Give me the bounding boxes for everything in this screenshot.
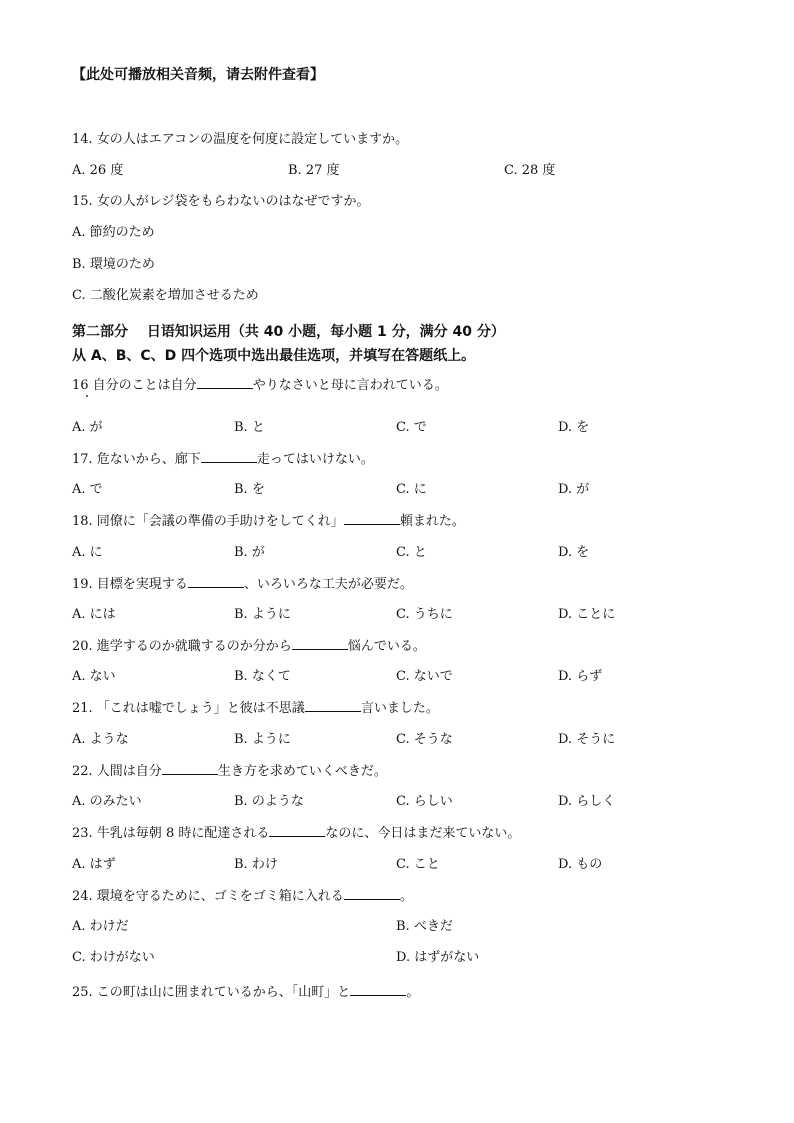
q16-option-a[interactable]: A. が	[72, 420, 103, 435]
question-17-stem: 17. 危ないから、廊下 走ってはいけない。	[72, 452, 374, 467]
q20-option-c[interactable]: C. ないで	[396, 669, 453, 684]
q19-option-a[interactable]: A. には	[72, 607, 116, 622]
question-14-stem: 14. 女の人はエアコンの温度を何度に設定していますか。	[72, 132, 409, 147]
q20-option-d[interactable]: D. らず	[558, 669, 603, 684]
q18-option-b[interactable]: B. が	[234, 545, 265, 560]
q23-option-d[interactable]: D. もの	[558, 857, 603, 872]
q21-option-d[interactable]: D. そうに	[558, 732, 616, 747]
q17-option-d[interactable]: D. が	[558, 482, 590, 497]
q16-option-d[interactable]: D. を	[558, 420, 590, 435]
q24-option-c[interactable]: C. わけがない	[72, 950, 155, 965]
question-23-stem: 23. 牛乳は毎朝 8 時に配達される なのに、今日はまだ来ていない。	[72, 826, 521, 841]
question-19-stem: 19. 目標を実現する 、いろいろな工夫が必要だ。	[72, 577, 413, 592]
answer-blank	[350, 983, 406, 996]
q18-option-a[interactable]: A. に	[72, 545, 103, 560]
answer-blank	[344, 512, 400, 525]
question-24-stem: 24. 環境を守るために、ゴミをゴミ箱に入れる 。	[72, 889, 413, 904]
q15-option-a[interactable]: A. 節約のため	[72, 225, 155, 240]
q19-option-d[interactable]: D. ことに	[558, 607, 616, 622]
question-16-stem: 16 自分のことは自分 やりなさいと母に言われている。	[72, 378, 448, 393]
answer-blank	[292, 637, 348, 650]
q22-option-c[interactable]: C. らしい	[396, 794, 453, 809]
q18-option-c[interactable]: C. と	[396, 545, 427, 560]
answer-blank	[201, 450, 257, 463]
q23-option-a[interactable]: A. はず	[72, 857, 116, 872]
q14-option-c[interactable]: C. 28 度	[504, 163, 556, 178]
q20-option-b[interactable]: B. なくて	[234, 669, 291, 684]
answer-blank	[305, 699, 361, 712]
answer-blank	[162, 762, 218, 775]
q22-option-b[interactable]: B. のような	[234, 794, 304, 809]
stray-mark	[86, 395, 88, 397]
audio-note: 【此处可播放相关音频，请去附件查看】	[72, 67, 324, 83]
q18-option-d[interactable]: D. を	[558, 545, 590, 560]
q17-option-b[interactable]: B. を	[234, 482, 265, 497]
q15-option-c[interactable]: C. 二酸化炭素を増加させるため	[72, 288, 259, 303]
q22-option-a[interactable]: A. のみたい	[72, 794, 142, 809]
q14-option-b[interactable]: B. 27 度	[288, 163, 340, 178]
question-20-stem: 20. 進学するのか就職するのか分から 悩んでいる。	[72, 639, 426, 654]
q17-option-c[interactable]: C. に	[396, 482, 427, 497]
q20-option-a[interactable]: A. ない	[72, 669, 116, 684]
q15-option-b[interactable]: B. 環境のため	[72, 257, 155, 272]
q24-option-a[interactable]: A. わけだ	[72, 919, 129, 934]
section-2-instruction: 从 A、B、C、D 四个选项中选出最佳选项，并填写在答题纸上。	[72, 348, 476, 364]
q21-option-a[interactable]: A. ような	[72, 732, 129, 747]
q16-option-c[interactable]: C. で	[396, 420, 427, 435]
q23-option-b[interactable]: B. わけ	[234, 857, 278, 872]
q22-option-d[interactable]: D. らしく	[558, 794, 616, 809]
answer-blank	[344, 887, 400, 900]
q19-option-b[interactable]: B. ように	[234, 607, 291, 622]
q19-option-c[interactable]: C. うちに	[396, 607, 453, 622]
answer-blank	[188, 575, 244, 588]
section-2-title: 第二部分 日语知识运用（共 40 小题，每小题 1 分，满分 40 分）	[72, 324, 505, 340]
q24-option-d[interactable]: D. はずがない	[396, 950, 480, 965]
q17-option-a[interactable]: A. で	[72, 482, 103, 497]
question-18-stem: 18. 同僚に「会議の準備の手助けをしてくれ」 頼まれた。	[72, 514, 465, 529]
question-25-stem: 25. この町は山に囲まれているから、「山町」と 。	[72, 985, 420, 1000]
q21-option-b[interactable]: B. ように	[234, 732, 291, 747]
q16-option-b[interactable]: B. と	[234, 420, 265, 435]
answer-blank	[269, 824, 325, 837]
answer-blank	[197, 376, 253, 389]
q24-option-b[interactable]: B. べきだ	[396, 919, 453, 934]
q14-option-a[interactable]: A. 26 度	[72, 163, 124, 178]
q23-option-c[interactable]: C. こと	[396, 857, 440, 872]
q21-option-c[interactable]: C. そうな	[396, 732, 453, 747]
question-21-stem: 21. 「これは嘘でしょう」と彼は不思議 言いました。	[72, 701, 439, 716]
question-22-stem: 22. 人間は自分 生き方を求めていくべきだ。	[72, 764, 387, 779]
question-15-stem: 15. 女の人がレジ袋をもらわないのはなぜですか。	[72, 194, 370, 209]
